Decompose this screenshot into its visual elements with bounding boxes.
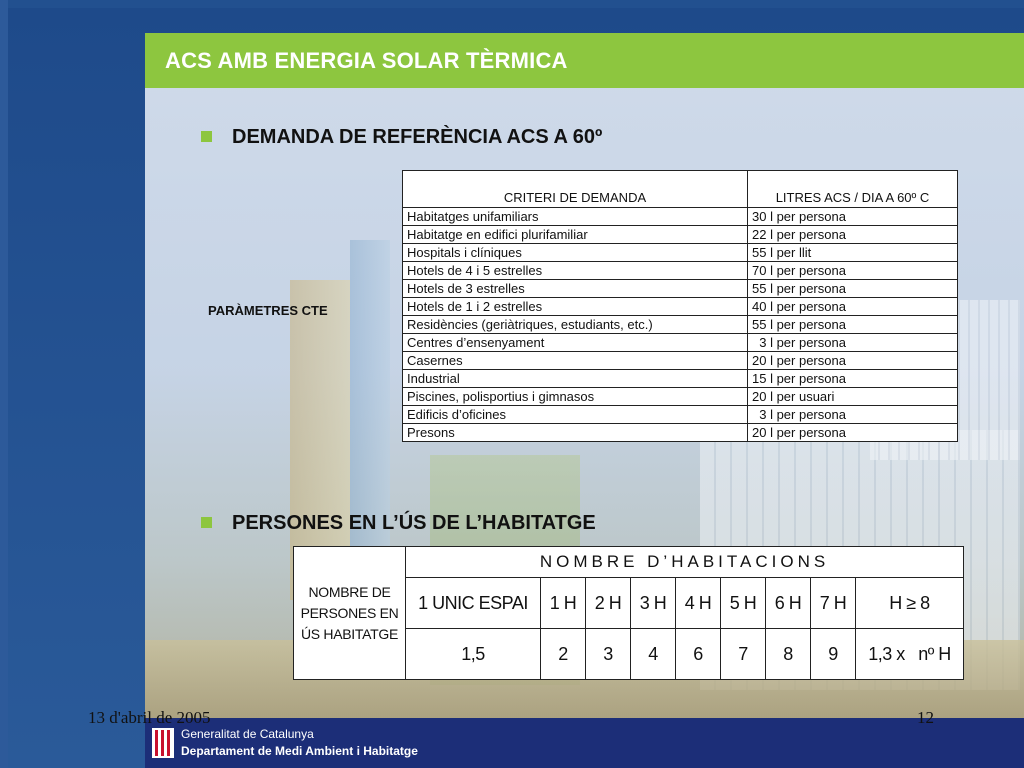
- footer-bar: [145, 718, 1024, 768]
- footer-department: Departament de Medi Ambient i Habitatge: [181, 744, 418, 758]
- criterion-cell: Presons: [403, 424, 748, 442]
- table-header-row: [403, 171, 958, 208]
- bullet-square-icon: [201, 517, 212, 528]
- section-heading-persons: PERSONES EN L’ÚS DE L’HABITATGE: [232, 512, 596, 534]
- top-frame-bar: [0, 0, 1024, 8]
- slide-title: ACS AMB ENERGIA SOLAR TÈRMICA: [165, 48, 568, 73]
- row-label: NOMBRE DE PERSONES EN ÚS HABITATGE: [294, 547, 406, 680]
- persons-cell: 7: [721, 629, 766, 680]
- persons-cell: 4: [631, 629, 676, 680]
- table-row: [403, 226, 958, 244]
- litres-cell: 55 l per persona: [748, 280, 958, 298]
- criterion-cell: Habitatges unifamiliars: [403, 208, 748, 226]
- persons-cell: 6: [676, 629, 721, 680]
- parameters-label: PARÀMETRES CTE: [208, 303, 328, 318]
- rooms-cell: 1 UNIC ESPAI: [406, 578, 541, 629]
- persons-cell: 8: [766, 629, 811, 680]
- left-frame-bar: [0, 0, 8, 768]
- title-bar: [145, 33, 1024, 88]
- litres-cell: 15 l per persona: [748, 370, 958, 388]
- rooms-cell: 4 H: [676, 578, 721, 629]
- rooms-cell: 6 H: [766, 578, 811, 629]
- demand-table: [402, 170, 958, 442]
- persons-cell: 9: [811, 629, 856, 680]
- criterion-cell: Habitatge en edifici plurifamiliar: [403, 226, 748, 244]
- column-header: LITRES ACS / DIA A 60º C: [748, 171, 958, 208]
- table-row: [403, 406, 958, 424]
- slide-date: 13 d'abril de 2005: [88, 708, 211, 727]
- criterion-cell: Edificis d’oficines: [403, 406, 748, 424]
- litres-cell: 55 l per llit: [748, 244, 958, 262]
- persons-table: [293, 546, 964, 680]
- rooms-cell: 7 H: [811, 578, 856, 629]
- litres-cell: 20 l per persona: [748, 352, 958, 370]
- litres-cell: 20 l per persona: [748, 424, 958, 442]
- litres-cell: 3 l per persona: [748, 334, 958, 352]
- column-header: CRITERI DE DEMANDA: [403, 171, 748, 208]
- persons-cell: 2: [541, 629, 586, 680]
- table-row: [403, 388, 958, 406]
- litres-cell: 22 l per persona: [748, 226, 958, 244]
- table-row: [403, 298, 958, 316]
- litres-cell: 70 l per persona: [748, 262, 958, 280]
- litres-cell: 30 l per persona: [748, 208, 958, 226]
- litres-cell: 20 l per usuari: [748, 388, 958, 406]
- footer-org-name: Generalitat de Catalunya: [181, 727, 314, 741]
- criterion-cell: Casernes: [403, 352, 748, 370]
- persons-cell: 1,5: [406, 629, 541, 680]
- generalitat-logo-icon: [152, 728, 174, 758]
- criterion-cell: Residències (geriàtriques, estudiants, etc.): [403, 316, 748, 334]
- criterion-cell: Hotels de 4 i 5 estrelles: [403, 262, 748, 280]
- criterion-cell: Hotels de 3 estrelles: [403, 280, 748, 298]
- table-row: [403, 316, 958, 334]
- table-row: [403, 352, 958, 370]
- group-header: NOMBRE D’HABITACIONS: [406, 547, 964, 578]
- litres-cell: 3 l per persona: [748, 406, 958, 424]
- rooms-cell: 1 H: [541, 578, 586, 629]
- section-heading-demand: DEMANDA DE REFERÈNCIA ACS A 60º: [232, 126, 603, 148]
- rooms-cell: 2 H: [586, 578, 631, 629]
- bullet-square-icon: [201, 131, 212, 142]
- criterion-cell: Hospitals i clíniques: [403, 244, 748, 262]
- litres-cell: 55 l per persona: [748, 316, 958, 334]
- table-row: [403, 262, 958, 280]
- table-row: [403, 424, 958, 442]
- criterion-cell: Piscines, polisportius i gimnasos: [403, 388, 748, 406]
- criterion-cell: Hotels de 1 i 2 estrelles: [403, 298, 748, 316]
- table-row: [403, 370, 958, 388]
- persons-cell: 3: [586, 629, 631, 680]
- rooms-cell: 3 H: [631, 578, 676, 629]
- persons-cell: 1,3 x nº H: [856, 629, 964, 680]
- slide-number: 12: [917, 708, 934, 727]
- criterion-cell: Centres d’ensenyament: [403, 334, 748, 352]
- table-row: [403, 280, 958, 298]
- rooms-cell: H ≥ 8: [856, 578, 964, 629]
- table-header-row: [294, 547, 964, 578]
- table-row: [403, 208, 958, 226]
- litres-cell: 40 l per persona: [748, 298, 958, 316]
- table-row: [403, 334, 958, 352]
- rooms-cell: 5 H: [721, 578, 766, 629]
- criterion-cell: Industrial: [403, 370, 748, 388]
- table-row: [403, 244, 958, 262]
